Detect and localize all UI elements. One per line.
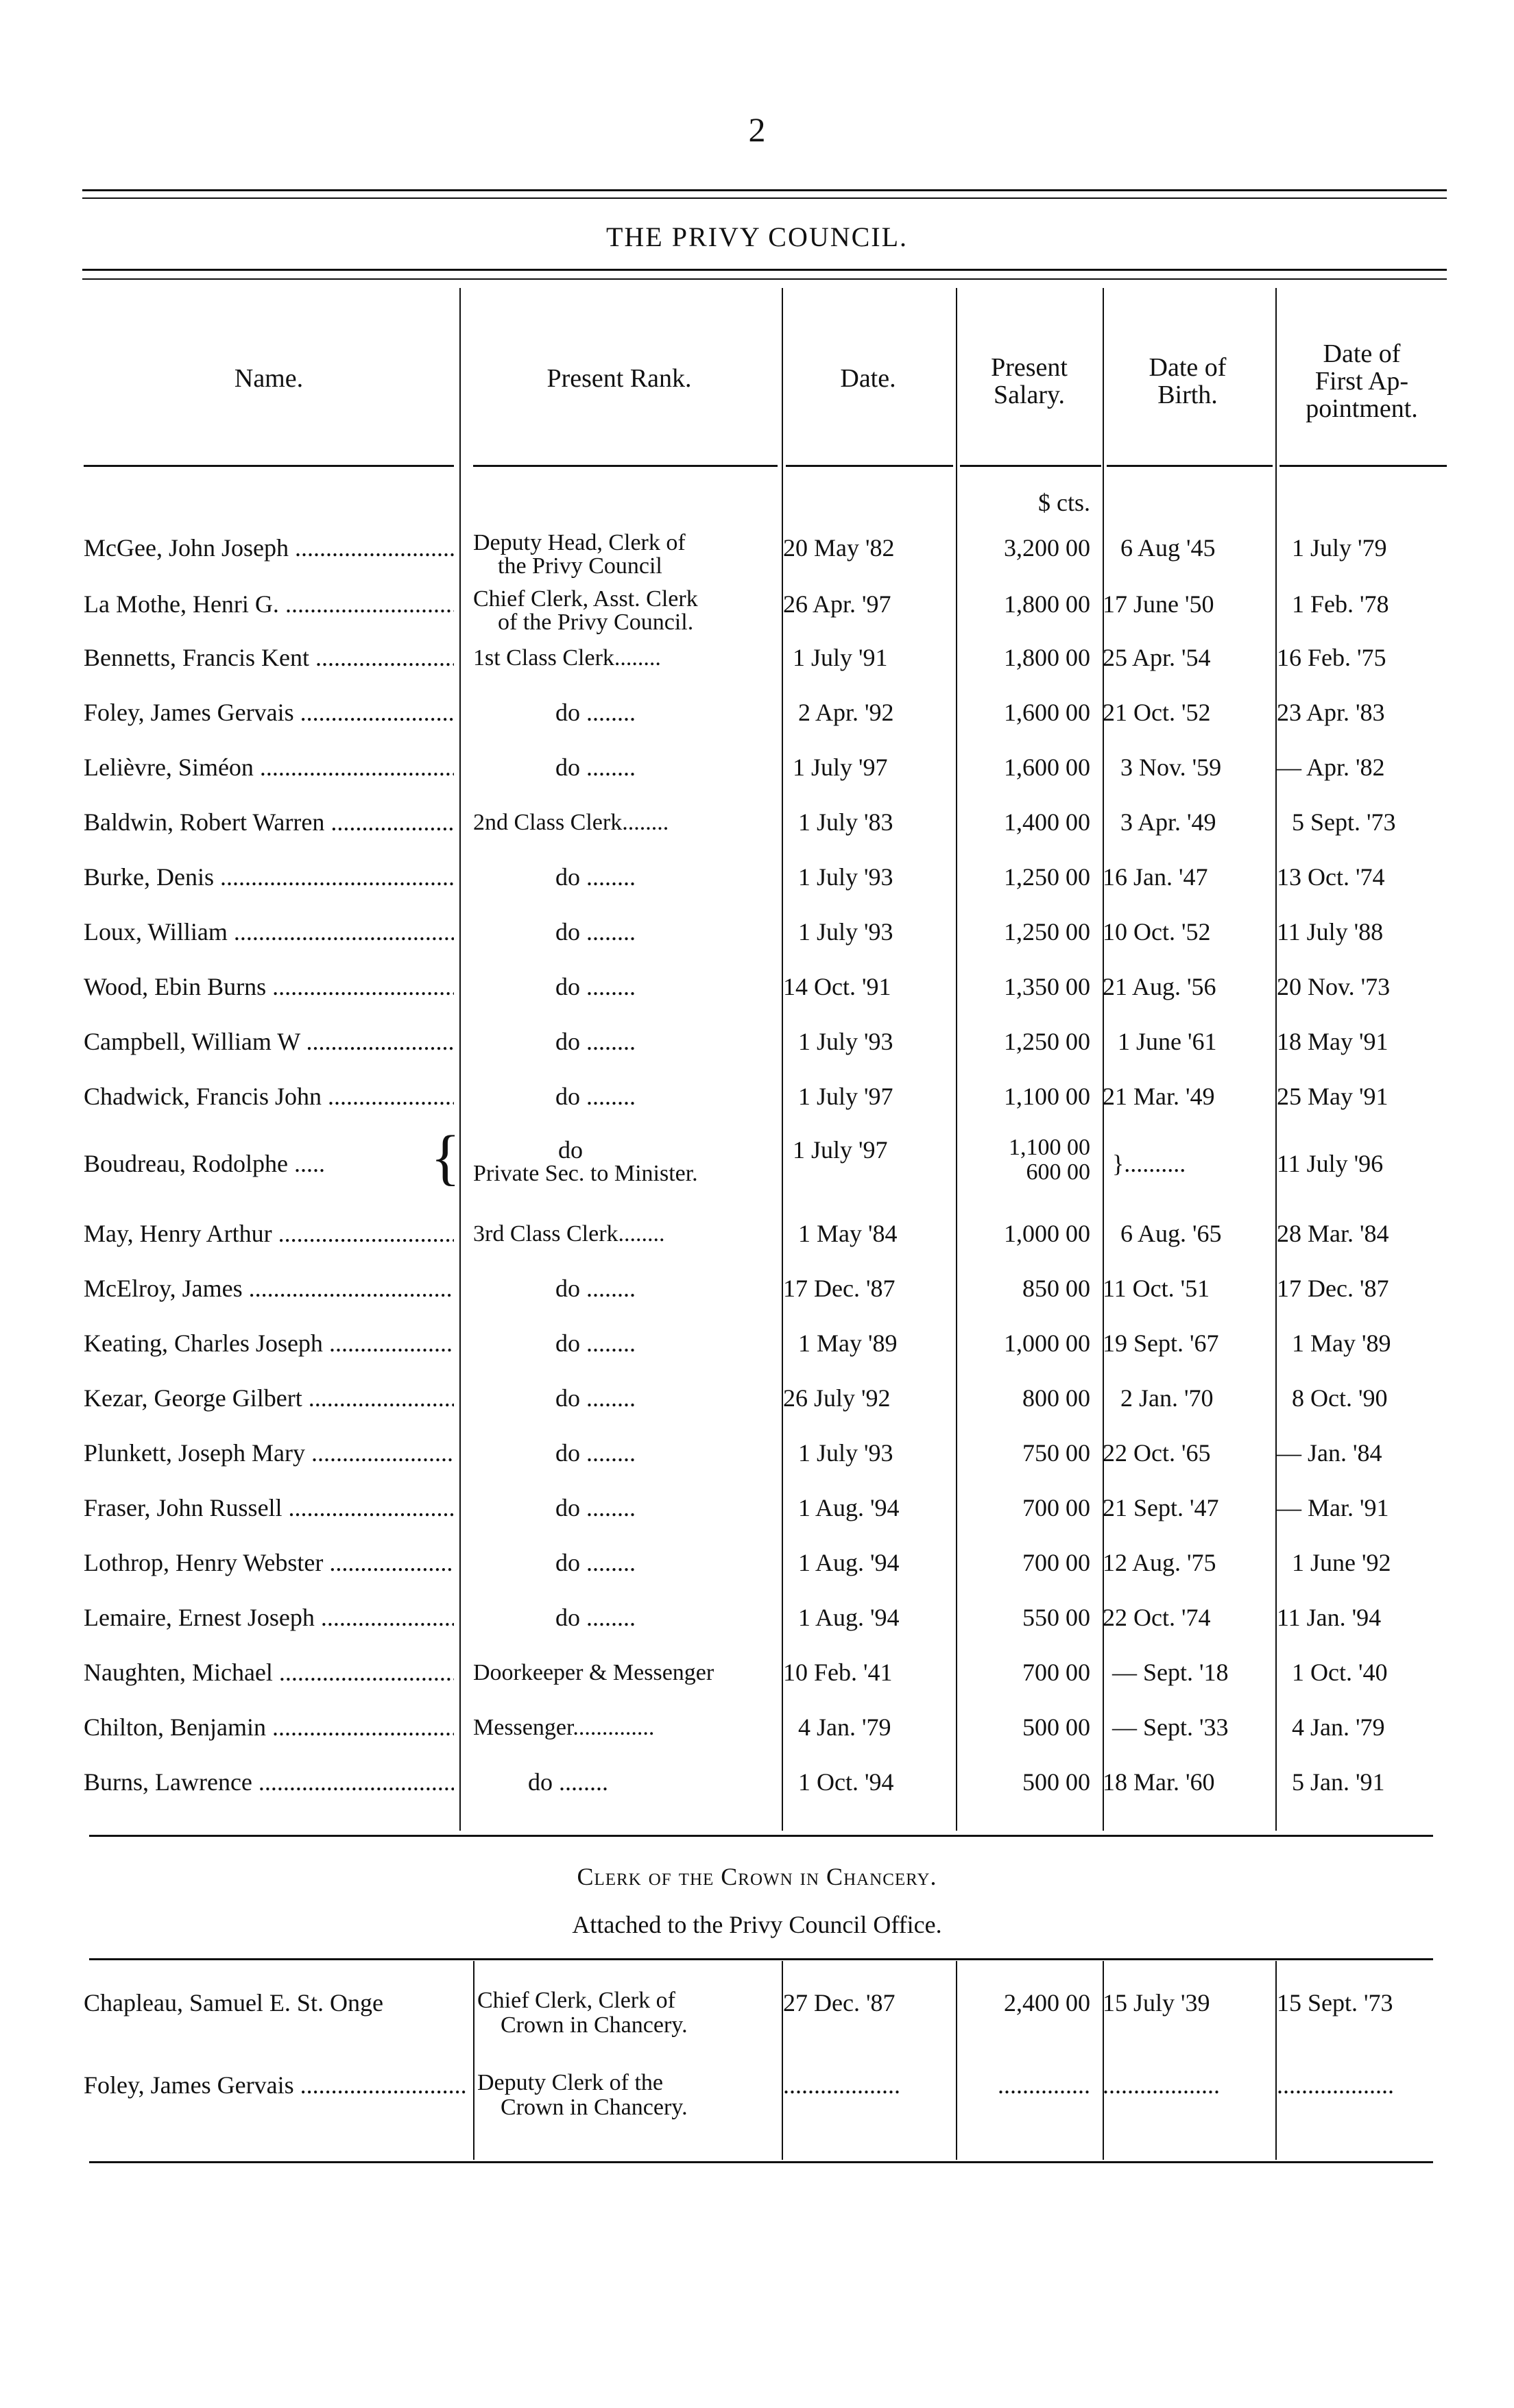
row-date: 1 Aug. '94 (798, 1549, 900, 1576)
row-rank-text: do (555, 1275, 580, 1302)
row-salary: 850 00 (1022, 1275, 1090, 1302)
row-first: 8 Oct. '90 (1292, 1384, 1388, 1412)
row-rank-text: do (555, 1604, 580, 1631)
leader-dots (580, 1549, 636, 1576)
row-name: Kezar, George Gilbert ..... (84, 1384, 454, 1412)
row-name: Chilton, Benjamin ..... (84, 1713, 454, 1742)
currency-label: $ cts. (1038, 489, 1090, 516)
leader-dots (580, 1083, 636, 1110)
row-name: Naughten, Michael ..... (84, 1658, 454, 1687)
row-rank: Deputy Head, Clerk of (473, 530, 686, 555)
row-salary: 550 00 (1022, 1604, 1090, 1631)
row-first: 5 Jan. '91 (1292, 1768, 1385, 1796)
leader-dots (580, 1494, 636, 1521)
header-first-3: pointment. (1306, 394, 1418, 423)
row-date: 20 May '82 (783, 534, 895, 562)
header-name: Name. (234, 364, 304, 393)
row-first: 16 Feb. '75 (1277, 644, 1386, 671)
row-rank: 1st Class Clerk........ (473, 645, 661, 671)
section-subtitle: Attached to the Privy Council Office. (572, 1911, 942, 1938)
row-birth: 11 Oct. '51 (1103, 1275, 1210, 1302)
leader-dots (580, 973, 636, 1000)
row-first: 25 May '91 (1277, 1083, 1389, 1110)
row-rank: Doorkeeper & Messenger (473, 1660, 714, 1685)
row-salary: 750 00 (1022, 1439, 1090, 1467)
section-rule (89, 1835, 1433, 1837)
section-title: Clerk of the Crown in Chancery. (577, 1863, 937, 1890)
row-first: 11 July '88 (1277, 918, 1384, 946)
header-underline-birth (1107, 465, 1273, 467)
row-salary: 1,100 00 (1009, 1135, 1090, 1160)
row-salary: 1,800 00 (1004, 644, 1090, 671)
row-rank-text: do (555, 1384, 580, 1412)
row-rank-text: do (555, 699, 580, 726)
row-date: 1 July '83 (798, 808, 893, 836)
header-underline-first (1279, 465, 1447, 467)
row-salary: 1,350 00 (1004, 973, 1090, 1000)
row-salary: 1,600 00 (1004, 699, 1090, 726)
sec-row-rank-2: Crown in Chancery. (501, 2012, 688, 2038)
row-birth: 25 Apr. '54 (1103, 644, 1211, 671)
row-date: 26 Apr. '97 (783, 590, 891, 618)
row-rank (473, 698, 775, 727)
row-salary: 1,800 00 (1004, 590, 1090, 618)
col-divider-5 (1275, 288, 1277, 1831)
leader-dots (580, 1028, 636, 1055)
row-first: 17 Dec. '87 (1277, 1275, 1389, 1302)
row-rank-text: do (555, 1083, 580, 1110)
row-rank (473, 863, 775, 891)
row-rank (473, 1384, 775, 1412)
row-rank-text: do (528, 1768, 553, 1796)
row-rank-2: Private Sec. to Minister. (473, 1161, 698, 1186)
header-date: Date. (840, 364, 896, 393)
sec-row-birth: 15 July '39 (1103, 1989, 1210, 2016)
row-date: 2 Apr. '92 (798, 699, 894, 726)
row-first: 20 Nov. '73 (1277, 973, 1391, 1000)
row-rank (473, 1329, 775, 1358)
sec-row-salary: 2,400 00 (1004, 1989, 1090, 2016)
row-rank-text: do (555, 754, 580, 781)
row-birth: 17 June '50 (1103, 590, 1214, 618)
sec-row-date: 27 Dec. '87 (783, 1989, 896, 2016)
row-rank-text: do (555, 1494, 580, 1521)
row-birth: 3 Nov. '59 (1120, 754, 1222, 781)
row-name: Foley, James Gervais ..... (84, 698, 454, 727)
row-rank (473, 972, 775, 1001)
row-rank-text: do (555, 863, 580, 891)
row-salary: 700 00 (1022, 1549, 1090, 1576)
row-rank (473, 1438, 775, 1467)
col-divider-4 (1103, 288, 1104, 1831)
row-date: 1 July '97 (798, 1083, 893, 1110)
row-first: 11 July '96 (1277, 1150, 1384, 1177)
row-salary: 1,400 00 (1004, 808, 1090, 836)
header-underline-salary (960, 465, 1101, 467)
row-rank (473, 1768, 747, 1796)
sec-row-name: Foley, James Gervais ..... (84, 2071, 468, 2099)
row-first: — Apr. '82 (1277, 754, 1385, 781)
col-divider-3 (956, 288, 957, 1831)
sec-row-salary: ............... (998, 2071, 1090, 2099)
row-name: Loux, William ..... (84, 917, 454, 946)
header-underline-date (786, 465, 953, 467)
row-birth: 22 Oct. '65 (1103, 1439, 1211, 1467)
row-birth: 19 Sept. '67 (1103, 1329, 1219, 1357)
leader-dots (553, 1768, 608, 1796)
row-name: Wood, Ebin Burns ..... (84, 972, 454, 1001)
row-rank-text: do (555, 973, 580, 1000)
row-birth: 18 Mar. '60 (1103, 1768, 1215, 1796)
row-name: Burns, Lawrence ..... (84, 1768, 454, 1796)
row-rank: 2nd Class Clerk........ (473, 810, 669, 835)
row-first: 13 Oct. '74 (1277, 863, 1385, 891)
row-first: 1 Oct. '40 (1292, 1659, 1388, 1686)
row-name: Lemaire, Ernest Joseph ..... (84, 1603, 454, 1632)
row-rank (473, 1493, 775, 1522)
row-name: Boudreau, Rodolphe ..... (84, 1150, 325, 1177)
row-rank (473, 753, 775, 782)
row-birth: — Sept. '18 (1112, 1659, 1229, 1686)
row-salary: 700 00 (1022, 1494, 1090, 1521)
row-birth: 3 Apr. '49 (1120, 808, 1216, 836)
row-date: 1 May '89 (798, 1329, 898, 1357)
sec-row-first: ................... (1277, 2071, 1394, 2099)
row-first: — Jan. '84 (1277, 1439, 1382, 1467)
header-first-2: First Ap- (1314, 367, 1409, 396)
row-date: 10 Feb. '41 (783, 1659, 893, 1686)
row-date: 26 July '92 (783, 1384, 891, 1412)
header-rule (82, 269, 1447, 271)
row-name: Bennetts, Francis Kent ..... (84, 643, 454, 672)
row-salary: 1,100 00 (1004, 1083, 1090, 1110)
row-first: 11 Jan. '94 (1277, 1604, 1382, 1631)
row-salary: 500 00 (1022, 1768, 1090, 1796)
header-birth-2: Birth. (1157, 381, 1218, 409)
bottom-rule (89, 2161, 1433, 2163)
page-title: THE PRIVY COUNCIL. (605, 221, 909, 252)
sec-row-rank: Deputy Clerk of the (477, 2070, 663, 2095)
row-name: Campbell, William W ..... (84, 1027, 454, 1056)
top-rule (82, 189, 1447, 191)
row-birth: 6 Aug '45 (1120, 534, 1216, 562)
row-first: 4 Jan. '79 (1292, 1713, 1385, 1741)
row-rank-text: do (555, 1439, 580, 1467)
row-birth: 21 Aug. '56 (1103, 973, 1216, 1000)
header-underline-rank (473, 465, 778, 467)
header-first-1: Date of (1323, 339, 1401, 368)
sec-row-first: 15 Sept. '73 (1277, 1989, 1393, 2016)
row-rank (473, 1548, 775, 1577)
row-rank-text: do (555, 1549, 580, 1576)
row-date: 1 July '93 (798, 863, 893, 891)
row-rank (473, 1603, 775, 1632)
row-rank-text: do (555, 918, 580, 946)
sec-row-birth: ................... (1103, 2071, 1220, 2099)
row-birth: — Sept. '33 (1112, 1713, 1229, 1741)
leader-dots (580, 1329, 636, 1357)
row-date: 1 July '97 (793, 1136, 888, 1164)
row-rank-2: of the Privy Council. (498, 610, 694, 635)
row-name: McElroy, James ..... (84, 1274, 454, 1303)
row-first: 23 Apr. '83 (1277, 699, 1385, 726)
row-first: 1 July '79 (1292, 534, 1387, 562)
row-rank: 3rd Class Clerk........ (473, 1221, 665, 1247)
row-first: 1 June '92 (1292, 1549, 1391, 1576)
row-name: Fraser, John Russell ..... (84, 1493, 454, 1522)
brace-left: { (431, 1124, 461, 1192)
row-birth: 21 Oct. '52 (1103, 699, 1211, 726)
sec-col-divider-1 (473, 1961, 474, 2160)
row-date: 1 May '84 (798, 1220, 898, 1247)
leader-dots (580, 1604, 636, 1631)
row-name: Baldwin, Robert Warren ..... (84, 808, 454, 836)
leader-dots (580, 918, 636, 946)
row-date: 1 Aug. '94 (798, 1604, 900, 1631)
col-divider-1 (459, 288, 461, 1831)
row-rank: Messenger.............. (473, 1715, 655, 1740)
row-first: 1 May '89 (1292, 1329, 1391, 1357)
row-birth: 16 Jan. '47 (1103, 863, 1208, 891)
row-first: 28 Mar. '84 (1277, 1220, 1389, 1247)
row-salary: 1,250 00 (1004, 1028, 1090, 1055)
section-table-rule (89, 1958, 1433, 1960)
row-first: 1 Feb. '78 (1292, 590, 1389, 618)
row-name: Chadwick, Francis John ..... (84, 1082, 454, 1111)
row-first: 5 Sept. '73 (1292, 808, 1396, 836)
row-rank-2: the Privy Council (498, 553, 662, 579)
row-name: Keating, Charles Joseph ..... (84, 1329, 454, 1358)
row-name: La Mothe, Henri G. ..... (84, 590, 454, 618)
row-birth: 12 Aug. '75 (1103, 1549, 1216, 1576)
row-first: — Mar. '91 (1277, 1494, 1389, 1521)
header-rank: Present Rank. (546, 364, 692, 393)
row-date: 1 July '93 (798, 1439, 893, 1467)
row-rank-text: do (555, 1028, 580, 1055)
leader-dots (580, 699, 636, 726)
row-rank: Chief Clerk, Asst. Clerk (473, 586, 698, 612)
row-birth: 22 Oct. '74 (1103, 1604, 1211, 1631)
row-date: 1 July '97 (793, 754, 888, 781)
row-birth: 10 Oct. '52 (1103, 918, 1211, 946)
row-rank (473, 1082, 775, 1111)
top-rule-inner (82, 197, 1447, 199)
row-date: 14 Oct. '91 (783, 973, 891, 1000)
row-date: 17 Dec. '87 (783, 1275, 896, 1302)
leader-dots (580, 863, 636, 891)
page-number: 2 (748, 110, 766, 149)
row-rank (473, 1027, 775, 1056)
row-salary: 700 00 (1022, 1659, 1090, 1686)
sec-row-date: ................... (783, 2071, 900, 2099)
row-name: McGee, John Joseph ..... (84, 533, 454, 562)
leader-dots (580, 1439, 636, 1467)
row-name-text: Boudreau, Rodolphe (84, 1150, 288, 1177)
row-name: May, Henry Arthur ..... (84, 1219, 454, 1248)
row-birth: 6 Aug. '65 (1120, 1220, 1222, 1247)
header-rule-inner (82, 278, 1447, 280)
row-salary-2: 600 00 (1026, 1159, 1090, 1185)
col-divider-2 (782, 288, 783, 1831)
row-salary: 1,000 00 (1004, 1329, 1090, 1357)
row-name: Plunkett, Joseph Mary ..... (84, 1438, 454, 1467)
row-rank (473, 917, 775, 946)
header-salary-2: Salary. (993, 381, 1066, 409)
row-salary: 800 00 (1022, 1384, 1090, 1412)
header-underline-name (84, 465, 454, 467)
header-salary-1: Present (991, 353, 1068, 382)
row-date: 1 July '93 (798, 1028, 893, 1055)
row-birth: 1 June '61 (1118, 1028, 1217, 1055)
row-salary: 1,600 00 (1004, 754, 1090, 781)
row-birth: 21 Mar. '49 (1103, 1083, 1215, 1110)
leader-dots (580, 1384, 636, 1412)
row-date: 1 Aug. '94 (798, 1494, 900, 1521)
row-date: 1 July '93 (798, 918, 893, 946)
sec-row-rank: Chief Clerk, Clerk of (477, 1988, 675, 2013)
row-salary: 3,200 00 (1004, 534, 1090, 562)
leader-dots (580, 1275, 636, 1302)
sec-row-name: Chapleau, Samuel E. St. Onge (84, 1989, 383, 2016)
row-date: 4 Jan. '79 (798, 1713, 891, 1741)
row-salary: 500 00 (1022, 1713, 1090, 1741)
leader-dots (580, 754, 636, 781)
sec-row-rank-2: Crown in Chancery. (501, 2095, 688, 2120)
row-birth: }.......... (1112, 1150, 1186, 1177)
row-birth: 2 Jan. '70 (1120, 1384, 1214, 1412)
row-date: 1 Oct. '94 (798, 1768, 894, 1796)
header-birth-1: Date of (1149, 353, 1227, 382)
row-date: 1 July '91 (793, 644, 888, 671)
row-rank (473, 1274, 775, 1303)
row-birth: 21 Sept. '47 (1103, 1494, 1219, 1521)
row-name: Burke, Denis ..... (84, 863, 454, 891)
row-salary: 1,250 00 (1004, 918, 1090, 946)
row-first: 18 May '91 (1277, 1028, 1389, 1055)
row-name: Lelièvre, Siméon ..... (84, 753, 454, 782)
row-name: Lothrop, Henry Webster ..... (84, 1548, 454, 1577)
row-rank: do (558, 1136, 583, 1164)
row-salary: 1,000 00 (1004, 1220, 1090, 1247)
row-rank-text: do (555, 1329, 580, 1357)
row-salary: 1,250 00 (1004, 863, 1090, 891)
